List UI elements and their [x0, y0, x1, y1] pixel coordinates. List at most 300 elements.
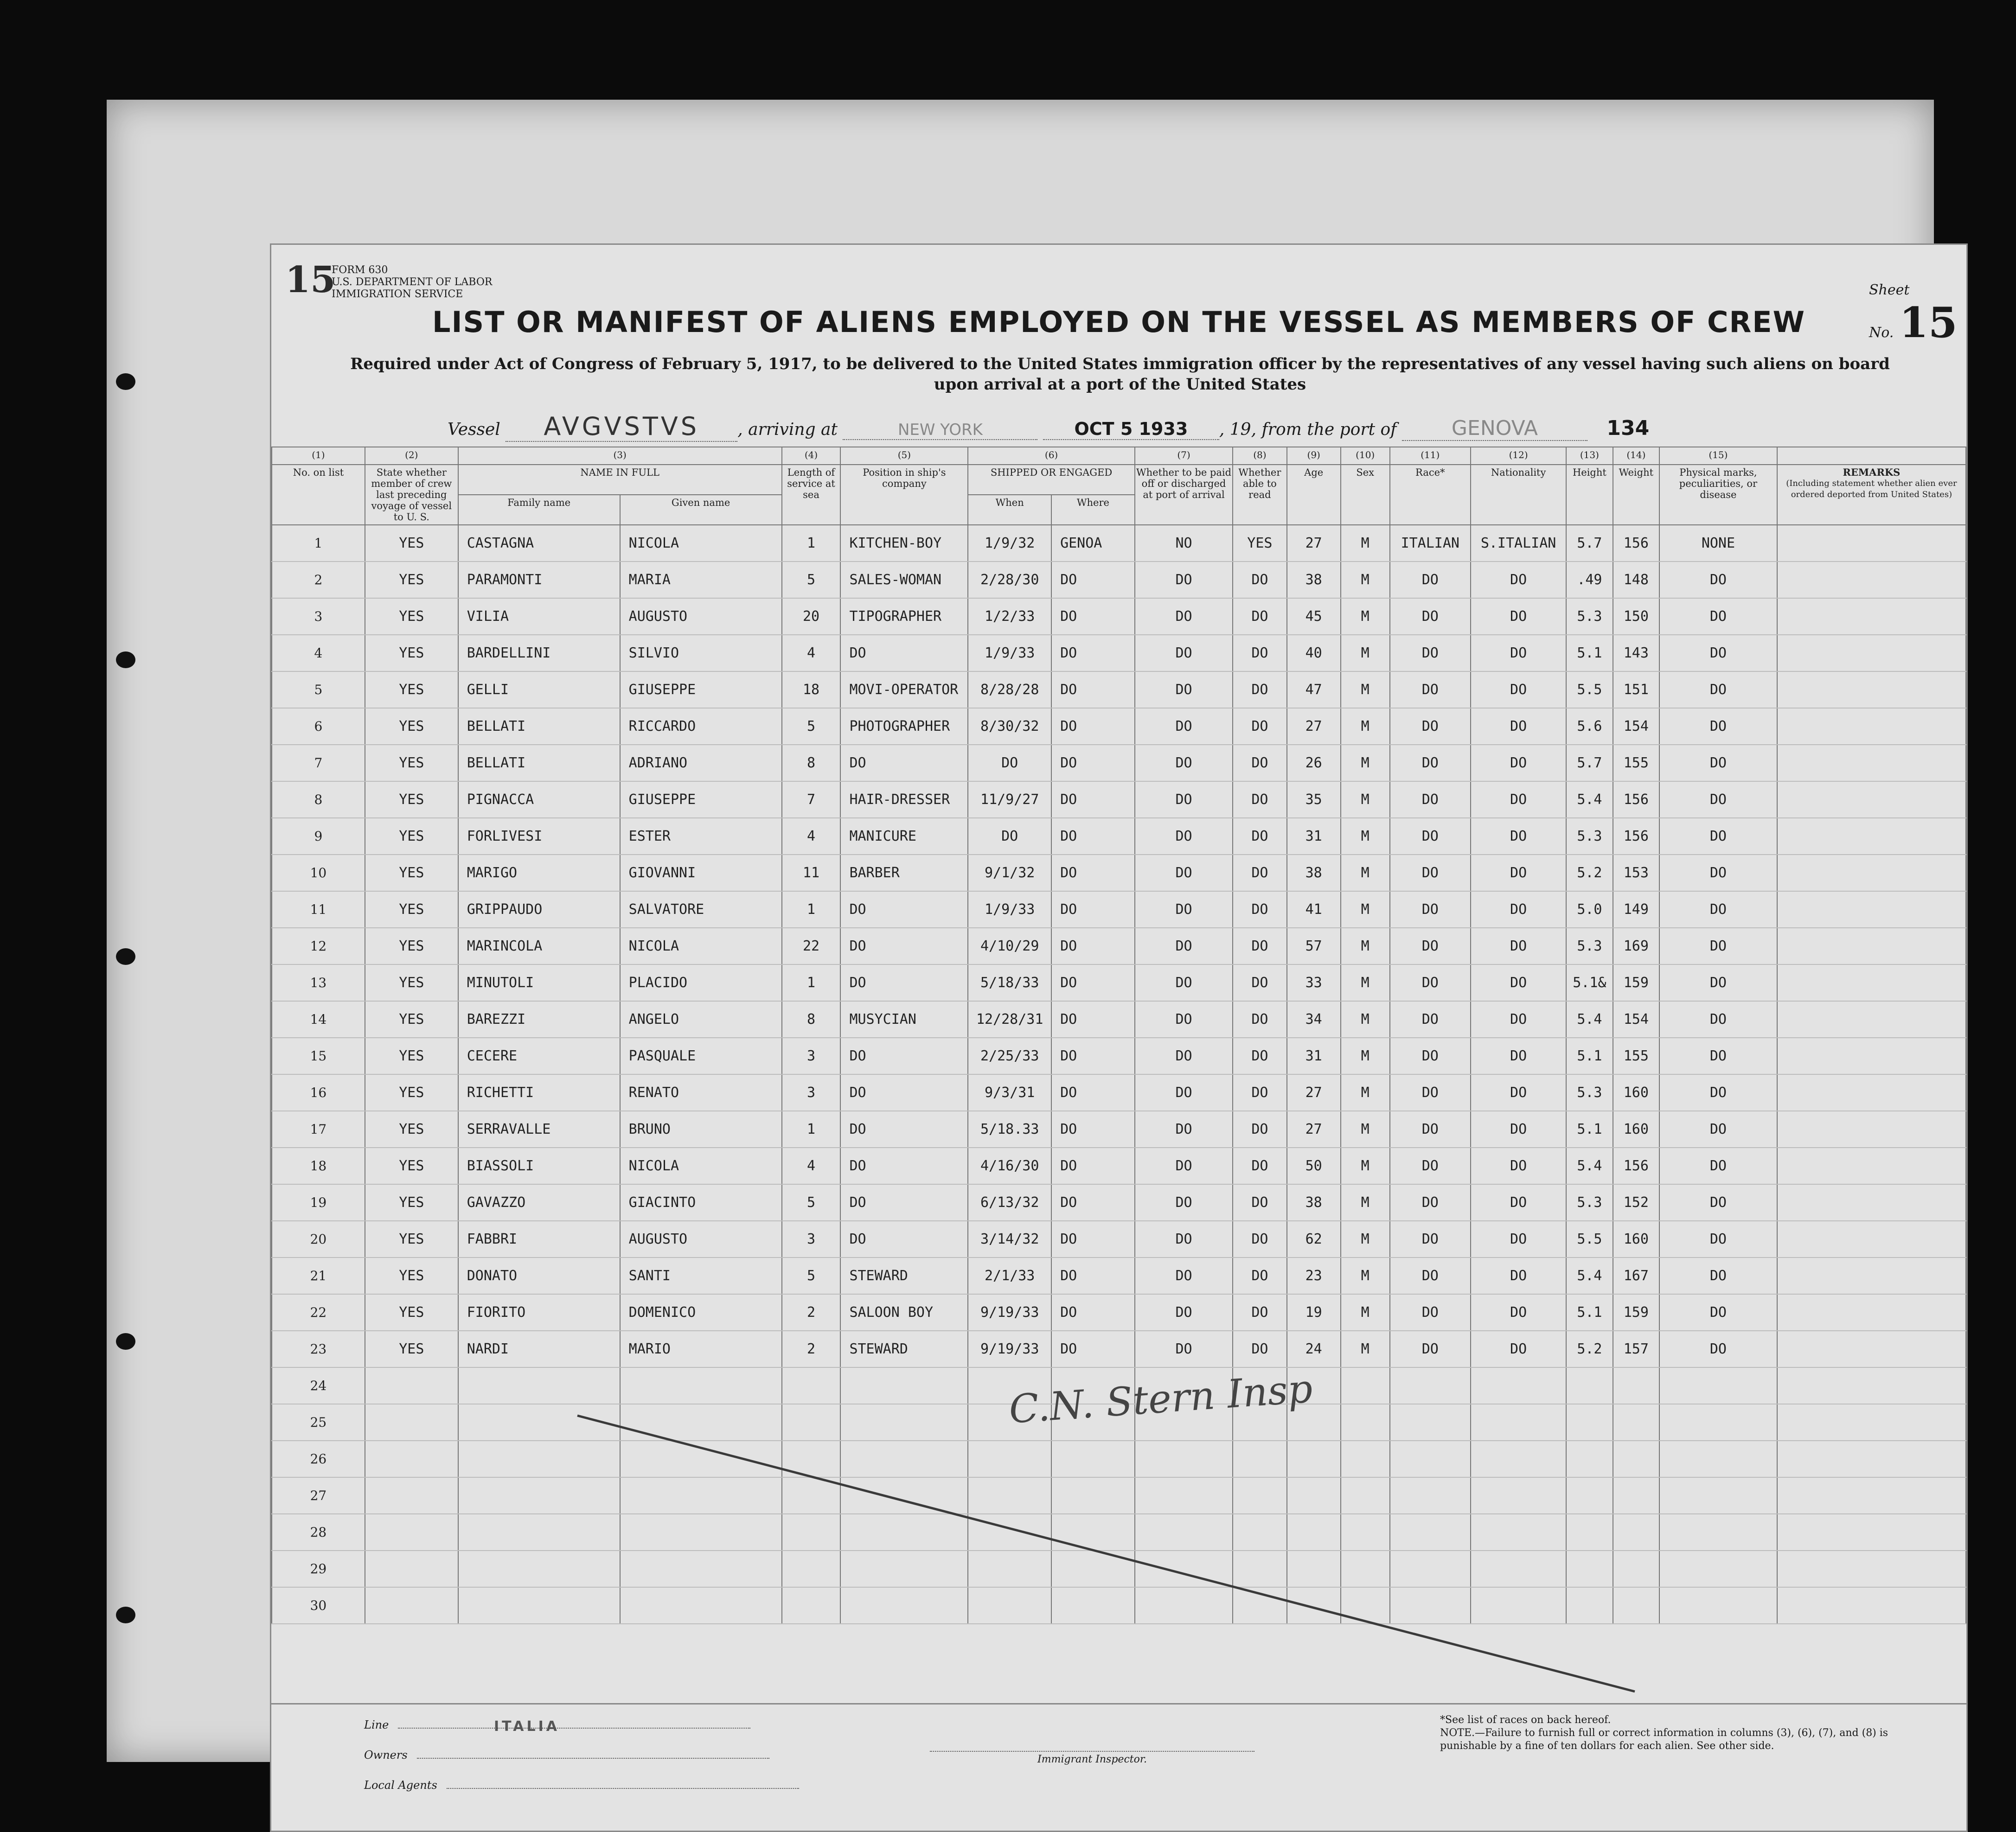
- cell-weight: 160: [1613, 1221, 1659, 1258]
- cell-sex: M: [1341, 1111, 1390, 1148]
- cell-where: DO: [1051, 708, 1135, 745]
- cell-family: GELLI: [458, 671, 620, 708]
- cell-nationality: DO: [1471, 708, 1566, 745]
- cell-prev: YES: [365, 525, 458, 562]
- cell-physical: DO: [1659, 1148, 1777, 1184]
- cell-where: DO: [1051, 1294, 1135, 1331]
- cell-nationality: DO: [1471, 781, 1566, 818]
- header-position: Position in ship's company: [840, 465, 968, 525]
- cell-service: 3: [782, 1221, 841, 1258]
- cell-given: GIUSEPPE: [620, 781, 782, 818]
- cell-read: DO: [1233, 708, 1286, 745]
- cell-where: DO: [1051, 1001, 1135, 1038]
- cell-where: DO: [1051, 928, 1135, 964]
- cell-no: 14: [272, 1001, 365, 1038]
- cell-when: 4/10/29: [968, 928, 1051, 964]
- cell-weight: 159: [1613, 964, 1659, 1001]
- cell-weight: 156: [1613, 781, 1659, 818]
- cell-height: 5.4: [1566, 1148, 1613, 1184]
- cell-service: 11: [782, 855, 841, 891]
- cell-position: DO: [840, 964, 968, 1001]
- cell-sex: M: [1341, 1038, 1390, 1074]
- cell-family: BELLATI: [458, 745, 620, 781]
- cell-paid: DO: [1135, 745, 1233, 781]
- cell-height: 5.1: [1566, 1111, 1613, 1148]
- cell-position: DO: [840, 635, 968, 671]
- cell-given: NICOLA: [620, 525, 782, 562]
- cell-read: YES: [1233, 525, 1286, 562]
- owners-field: [364, 1749, 769, 1762]
- cell-read: DO: [1233, 928, 1286, 964]
- cell-position: KITCHEN-BOY: [840, 525, 968, 562]
- cell-paid: DO: [1135, 1331, 1233, 1367]
- cell-paid: DO: [1135, 1074, 1233, 1111]
- cell-sex: M: [1341, 1258, 1390, 1294]
- header-sex: Sex: [1341, 465, 1390, 525]
- page-title: LIST OR MANIFEST OF ALIENS EMPLOYED ON THE VESSEL AS MEMBERS OF CREW: [432, 305, 1806, 339]
- cell-no: 2: [272, 562, 365, 598]
- cell-race: DO: [1390, 1038, 1471, 1074]
- cell-physical: DO: [1659, 891, 1777, 928]
- cell-age: 24: [1287, 1331, 1341, 1367]
- cell-age: 26: [1287, 745, 1341, 781]
- punch-hole: [116, 1333, 135, 1350]
- cell-family: BARDELLINI: [458, 635, 620, 671]
- cell-nationality: DO: [1471, 855, 1566, 891]
- cell-height: 5.3: [1566, 1184, 1613, 1221]
- cell-service: 5: [782, 562, 841, 598]
- cell-read: DO: [1233, 855, 1286, 891]
- cell-sex: M: [1341, 928, 1390, 964]
- col-num-12: (12): [1471, 447, 1566, 465]
- line-blank: [398, 1728, 750, 1729]
- cell-read: DO: [1233, 1258, 1286, 1294]
- cell-nationality: S.ITALIAN: [1471, 525, 1566, 562]
- cell-weight: 156: [1613, 1148, 1659, 1184]
- cell-age: 47: [1287, 671, 1341, 708]
- cell-height: 5.4: [1566, 1001, 1613, 1038]
- cell-paid: DO: [1135, 1148, 1233, 1184]
- cell-when: 1/9/33: [968, 891, 1051, 928]
- cell-age: 57: [1287, 928, 1341, 964]
- cell-family: MARIGO: [458, 855, 620, 891]
- punch-hole: [116, 948, 135, 965]
- cell-no: 19: [272, 1184, 365, 1221]
- col-num-7: (7): [1135, 447, 1233, 465]
- cell-weight: 154: [1613, 1001, 1659, 1038]
- cell-read: DO: [1233, 1001, 1286, 1038]
- cell-position: DO: [840, 1221, 968, 1258]
- cell-race: DO: [1390, 891, 1471, 928]
- cell-physical: DO: [1659, 1001, 1777, 1038]
- cell-nationality: DO: [1471, 1001, 1566, 1038]
- arriving-label: , arriving at: [737, 420, 838, 439]
- cell-weight: 159: [1613, 1294, 1659, 1331]
- cell-prev: YES: [365, 1184, 458, 1221]
- cell-physical: DO: [1659, 1038, 1777, 1074]
- form-footer: [271, 1703, 1966, 1832]
- cell-weight: 155: [1613, 1038, 1659, 1074]
- cell-where: DO: [1051, 635, 1135, 671]
- cell-weight: 169: [1613, 928, 1659, 964]
- cell-age: 27: [1287, 1074, 1341, 1111]
- cell-family: CECERE: [458, 1038, 620, 1074]
- cell-no: 24: [272, 1367, 365, 1404]
- cell-given: NICOLA: [620, 928, 782, 964]
- cell-given: PLACIDO: [620, 964, 782, 1001]
- cell-when: 8/28/28: [968, 671, 1051, 708]
- cell-position: STEWARD: [840, 1258, 968, 1294]
- cell-read: DO: [1233, 781, 1286, 818]
- cell-height: 5.1: [1566, 635, 1613, 671]
- cancel-strike-line: [271, 245, 1966, 1831]
- cell-race: ITALIAN: [1390, 525, 1471, 562]
- cell-nationality: DO: [1471, 1111, 1566, 1148]
- header-height: Height: [1566, 465, 1613, 525]
- diagonal-strike: [577, 1416, 1635, 1692]
- cell-paid: DO: [1135, 855, 1233, 891]
- cell-nationality: DO: [1471, 964, 1566, 1001]
- cell-when: 9/19/33: [968, 1331, 1051, 1367]
- cell-paid: DO: [1135, 1258, 1233, 1294]
- cell-nationality: DO: [1471, 635, 1566, 671]
- cell-service: 5: [782, 1184, 841, 1221]
- header-physical: Physical marks, peculiarities, or disease: [1659, 465, 1777, 525]
- cell-service: 2: [782, 1294, 841, 1331]
- cell-given: MARIO: [620, 1331, 782, 1367]
- cell-position: DO: [840, 745, 968, 781]
- line-label: Line: [364, 1718, 389, 1731]
- cell-physical: DO: [1659, 964, 1777, 1001]
- cell-sex: M: [1341, 855, 1390, 891]
- cell-where: GENOA: [1051, 525, 1135, 562]
- cell-position: DO: [840, 1184, 968, 1221]
- cell-when: 5/18/33: [968, 964, 1051, 1001]
- header-age: Age: [1287, 465, 1341, 525]
- cell-when: 8/30/32: [968, 708, 1051, 745]
- cell-no: 6: [272, 708, 365, 745]
- cell-when: 11/9/27: [968, 781, 1051, 818]
- cell-paid: DO: [1135, 1001, 1233, 1038]
- cell-height: 5.4: [1566, 781, 1613, 818]
- cell-when: 6/13/32: [968, 1184, 1051, 1221]
- cell-position: STEWARD: [840, 1331, 968, 1367]
- cell-age: 50: [1287, 1148, 1341, 1184]
- header-length-service: Length of service at sea: [782, 465, 841, 525]
- cell-physical: DO: [1659, 1074, 1777, 1111]
- vessel-label: Vessel: [448, 420, 500, 439]
- cell-race: DO: [1390, 818, 1471, 855]
- cell-given: DOMENICO: [620, 1294, 782, 1331]
- cell-prev: YES: [365, 745, 458, 781]
- cell-position: MOVI-OPERATOR: [840, 671, 968, 708]
- page-subtitle: Required under Act of Congress of February 5, 1917, to be delivered to the United States immigration officer by the representatives of any vessel having such aliens on board upon arrival at a port of the United States: [350, 355, 1890, 394]
- cell-family: DONATO: [458, 1258, 620, 1294]
- cell-nationality: DO: [1471, 1331, 1566, 1367]
- cell-family: CASTAGNA: [458, 525, 620, 562]
- cell-weight: 155: [1613, 745, 1659, 781]
- cell-nationality: DO: [1471, 1074, 1566, 1111]
- cell-position: DO: [840, 928, 968, 964]
- cell-no: 11: [272, 891, 365, 928]
- cell-where: DO: [1051, 1074, 1135, 1111]
- cell-race: DO: [1390, 855, 1471, 891]
- header-weight: Weight: [1613, 465, 1659, 525]
- cell-sex: M: [1341, 964, 1390, 1001]
- cell-family: BIASSOLI: [458, 1148, 620, 1184]
- cell-read: DO: [1233, 1331, 1286, 1367]
- cell-sex: M: [1341, 1074, 1390, 1111]
- cell-sex: M: [1341, 1148, 1390, 1184]
- cell-race: DO: [1390, 1148, 1471, 1184]
- cell-sex: M: [1341, 1001, 1390, 1038]
- vessel-name: AVGVSTVS: [506, 412, 737, 442]
- cell-prev: YES: [365, 562, 458, 598]
- inspector-label: Immigrant Inspector.: [930, 1751, 1254, 1765]
- cell-sex: M: [1341, 635, 1390, 671]
- cell-given: AUGUSTO: [620, 598, 782, 635]
- cell-nationality: DO: [1471, 562, 1566, 598]
- cell-physical: DO: [1659, 1258, 1777, 1294]
- cell-family: SERRAVALLE: [458, 1111, 620, 1148]
- cell-prev: YES: [365, 964, 458, 1001]
- col-num-1: (1): [272, 447, 365, 465]
- cell-read: DO: [1233, 1111, 1286, 1148]
- cell-height: 5.2: [1566, 1331, 1613, 1367]
- col-num-15: (15): [1659, 447, 1777, 465]
- cell-when: 3/14/32: [968, 1221, 1051, 1258]
- cell-nationality: DO: [1471, 818, 1566, 855]
- cell-paid: DO: [1135, 818, 1233, 855]
- cell-position: MANICURE: [840, 818, 968, 855]
- cell-given: GIUSEPPE: [620, 671, 782, 708]
- cell-when: DO: [968, 745, 1051, 781]
- cell-read: DO: [1233, 671, 1286, 708]
- cell-family: GAVAZZO: [458, 1184, 620, 1221]
- cell-prev: YES: [365, 635, 458, 671]
- cell-service: 22: [782, 928, 841, 964]
- cell-paid: DO: [1135, 635, 1233, 671]
- cell-race: DO: [1390, 1111, 1471, 1148]
- cell-service: 3: [782, 1038, 841, 1074]
- cell-prev: YES: [365, 1294, 458, 1331]
- cell-nationality: DO: [1471, 1148, 1566, 1184]
- cell-family: MINUTOLI: [458, 964, 620, 1001]
- cell-race: DO: [1390, 781, 1471, 818]
- cell-service: 1: [782, 525, 841, 562]
- cell-prev: YES: [365, 818, 458, 855]
- col-num-6: (6): [968, 447, 1134, 465]
- cell-no: 29: [272, 1551, 365, 1587]
- cell-age: 33: [1287, 964, 1341, 1001]
- form-number: 15: [285, 259, 336, 301]
- cell-height: 5.2: [1566, 855, 1613, 891]
- cell-weight: 150: [1613, 598, 1659, 635]
- cell-race: DO: [1390, 928, 1471, 964]
- cell-nationality: DO: [1471, 671, 1566, 708]
- cell-prev: YES: [365, 1331, 458, 1367]
- cell-race: DO: [1390, 562, 1471, 598]
- cell-paid: DO: [1135, 708, 1233, 745]
- cell-paid: DO: [1135, 562, 1233, 598]
- cell-service: 7: [782, 781, 841, 818]
- cell-race: DO: [1390, 745, 1471, 781]
- cell-race: DO: [1390, 671, 1471, 708]
- page-reference: 134: [1606, 416, 1650, 440]
- cell-sex: M: [1341, 671, 1390, 708]
- cell-position: DO: [840, 891, 968, 928]
- cell-weight: 148: [1613, 562, 1659, 598]
- cell-prev: YES: [365, 1001, 458, 1038]
- cell-weight: 154: [1613, 708, 1659, 745]
- cell-service: 4: [782, 635, 841, 671]
- cell-physical: DO: [1659, 1184, 1777, 1221]
- cell-when: 12/28/31: [968, 1001, 1051, 1038]
- cell-age: 38: [1287, 855, 1341, 891]
- cell-weight: 143: [1613, 635, 1659, 671]
- cell-race: DO: [1390, 635, 1471, 671]
- cell-family: GRIPPAUDO: [458, 891, 620, 928]
- cell-race: DO: [1390, 1074, 1471, 1111]
- cell-no: 26: [272, 1441, 365, 1477]
- cell-no: 15: [272, 1038, 365, 1074]
- cell-position: PHOTOGRAPHER: [840, 708, 968, 745]
- cell-weight: 151: [1613, 671, 1659, 708]
- cell-read: DO: [1233, 964, 1286, 1001]
- cell-physical: DO: [1659, 1221, 1777, 1258]
- cell-physical: DO: [1659, 708, 1777, 745]
- cell-no: 21: [272, 1258, 365, 1294]
- cell-nationality: DO: [1471, 1221, 1566, 1258]
- cell-no: 7: [272, 745, 365, 781]
- cell-height: 5.1: [1566, 1038, 1613, 1074]
- cell-read: DO: [1233, 891, 1286, 928]
- footer-notes: [1440, 1714, 1927, 1753]
- cell-paid: DO: [1135, 598, 1233, 635]
- col-num-11: (11): [1390, 447, 1471, 465]
- cell-paid: DO: [1135, 1038, 1233, 1074]
- cell-service: 1: [782, 964, 841, 1001]
- cell-family: RICHETTI: [458, 1074, 620, 1111]
- cell-read: DO: [1233, 562, 1286, 598]
- cell-physical: DO: [1659, 598, 1777, 635]
- cell-paid: DO: [1135, 671, 1233, 708]
- cell-when: 2/25/33: [968, 1038, 1051, 1074]
- header-family-name: Family name: [458, 495, 620, 525]
- cell-position: SALOON BOY: [840, 1294, 968, 1331]
- cell-nationality: DO: [1471, 1294, 1566, 1331]
- header-nationality: Nationality: [1471, 465, 1566, 525]
- dept-line-2: U.S. DEPARTMENT OF LABOR: [332, 276, 493, 288]
- cell-paid: DO: [1135, 964, 1233, 1001]
- dept-line-1: FORM 630: [332, 264, 388, 276]
- cell-no: 8: [272, 781, 365, 818]
- cell-read: DO: [1233, 1221, 1286, 1258]
- cell-age: 41: [1287, 891, 1341, 928]
- cell-paid: DO: [1135, 1111, 1233, 1148]
- col-num-13: (13): [1566, 447, 1613, 465]
- cell-service: 3: [782, 1074, 841, 1111]
- cell-paid: DO: [1135, 1294, 1233, 1331]
- cell-prev: YES: [365, 891, 458, 928]
- agents-label: Local Agents: [364, 1779, 437, 1792]
- cell-service: 2: [782, 1331, 841, 1367]
- cell-no: 20: [272, 1221, 365, 1258]
- cell-no: 17: [272, 1111, 365, 1148]
- from-port-label: , from the port of: [1251, 420, 1397, 439]
- cell-given: GIACINTO: [620, 1184, 782, 1221]
- cell-where: DO: [1051, 671, 1135, 708]
- cell-service: 1: [782, 1111, 841, 1148]
- col-num-10: (10): [1341, 447, 1390, 465]
- cell-height: 5.7: [1566, 525, 1613, 562]
- col-num-3: (3): [458, 447, 782, 465]
- cell-family: NARDI: [458, 1331, 620, 1367]
- cell-paid: DO: [1135, 781, 1233, 818]
- cell-prev: YES: [365, 1038, 458, 1074]
- cell-when: DO: [968, 818, 1051, 855]
- header-remarks-sub: (Including statement whether alien ever ordered deported from United States): [1786, 479, 1957, 499]
- cell-nationality: DO: [1471, 1184, 1566, 1221]
- cell-sex: M: [1341, 708, 1390, 745]
- inspector-signature: C.N. Stern Insp: [1007, 1366, 1314, 1432]
- cell-where: DO: [1051, 818, 1135, 855]
- agents-field: [364, 1779, 799, 1792]
- sheet-number-value: 15: [1899, 298, 1958, 347]
- cell-family: FIORITO: [458, 1294, 620, 1331]
- cell-sex: M: [1341, 818, 1390, 855]
- cell-physical: DO: [1659, 1294, 1777, 1331]
- header-when: When: [968, 495, 1051, 525]
- cell-position: HAIR-DRESSER: [840, 781, 968, 818]
- cell-height: 5.7: [1566, 745, 1613, 781]
- cell-paid: NO: [1135, 525, 1233, 562]
- cell-read: DO: [1233, 1074, 1286, 1111]
- cell-height: 5.5: [1566, 671, 1613, 708]
- cell-race: DO: [1390, 1258, 1471, 1294]
- cell-position: TIPOGRAPHER: [840, 598, 968, 635]
- cell-age: 27: [1287, 1111, 1341, 1148]
- cell-age: 40: [1287, 635, 1341, 671]
- header-remarks-title: REMARKS: [1843, 466, 1901, 478]
- header-paid-off: Whether to be paid off or discharged at port of arrival: [1135, 465, 1233, 525]
- cell-given: GIOVANNI: [620, 855, 782, 891]
- cell-prev: YES: [365, 1148, 458, 1184]
- cell-weight: 160: [1613, 1074, 1659, 1111]
- cell-where: DO: [1051, 562, 1135, 598]
- cell-family: FORLIVESI: [458, 818, 620, 855]
- cell-read: DO: [1233, 1038, 1286, 1074]
- header-name-in-full: NAME IN FULL: [458, 465, 782, 495]
- cell-prev: YES: [365, 671, 458, 708]
- cell-race: DO: [1390, 964, 1471, 1001]
- cell-service: 18: [782, 671, 841, 708]
- cell-height: 5.5: [1566, 1221, 1613, 1258]
- cell-given: SILVIO: [620, 635, 782, 671]
- cell-where: DO: [1051, 1148, 1135, 1184]
- cell-where: DO: [1051, 1111, 1135, 1148]
- cell-prev: YES: [365, 1074, 458, 1111]
- cell-no: 3: [272, 598, 365, 635]
- cell-weight: 160: [1613, 1111, 1659, 1148]
- cell-position: SALES-WOMAN: [840, 562, 968, 598]
- cell-family: FABBRI: [458, 1221, 620, 1258]
- cell-service: 4: [782, 818, 841, 855]
- cell-nationality: DO: [1471, 928, 1566, 964]
- cell-service: 1: [782, 891, 841, 928]
- cell-read: DO: [1233, 745, 1286, 781]
- cell-paid: DO: [1135, 1184, 1233, 1221]
